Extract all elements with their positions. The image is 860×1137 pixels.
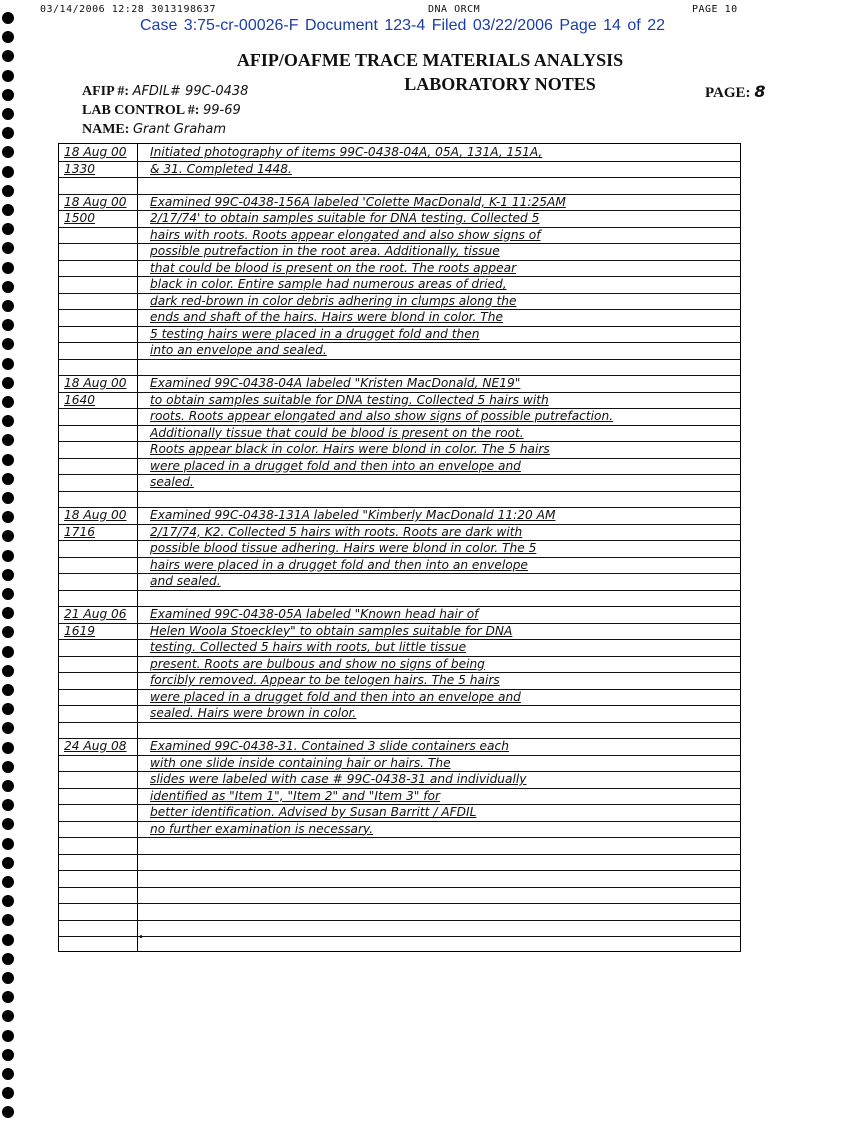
note-line (58, 540, 739, 557)
binder-hole (2, 415, 14, 427)
note-text: into an envelope and sealed. (150, 343, 327, 357)
binder-hole (2, 1010, 14, 1022)
note-text: 2/17/74' to obtain samples suitable for DNA testing. Collected 5 (150, 211, 540, 225)
case-header: Case 3:75-cr-00026-F Document 123-4 Filed 03/22/2006 Page 14 of 22 (140, 17, 665, 34)
note-text: Examined 99C-0438-05A labeled "Known head hair of (150, 607, 479, 621)
note-line (58, 705, 739, 722)
note-line (58, 144, 739, 161)
note-line (58, 606, 739, 623)
page-value: 8 (754, 82, 766, 101)
page-label: PAGE: (705, 85, 751, 101)
binder-hole (2, 588, 14, 600)
note-line (58, 590, 739, 607)
binder-hole (2, 1049, 14, 1061)
binder-hole (2, 550, 14, 562)
note-date: 18 Aug 00 (64, 145, 127, 159)
note-line (58, 524, 739, 541)
note-text: were placed in a drugget fold and then into an envelope and (150, 689, 521, 704)
note-text: possible putrefaction in the root area. Additionally, tissue (150, 244, 500, 258)
note-text: roots. Roots appear elongated and also show signs of possible putrefaction. (150, 409, 614, 423)
note-line (58, 210, 739, 227)
binder-hole (2, 799, 14, 811)
note-text: no further examination is necessary. (150, 821, 374, 836)
lab-control-label: LAB CONTROL #: (82, 103, 200, 118)
binder-hole (2, 761, 14, 773)
note-text: forcibly removed. Appear to be telogen hairs. The 5 hairs (150, 673, 500, 687)
binder-hole (2, 665, 14, 677)
binder-hole (2, 511, 14, 523)
binder-hole (2, 780, 14, 792)
note-line (58, 722, 739, 739)
note-line (58, 441, 739, 458)
note-date: 1330 (64, 161, 96, 176)
note-line (58, 755, 739, 772)
note-line (58, 738, 739, 755)
binder-hole (2, 818, 14, 830)
binder-hole (2, 876, 14, 888)
binder-hole (2, 454, 14, 466)
binder-hole (2, 569, 14, 581)
note-text: to obtain samples suitable for DNA testing. Collected 5 hairs with (150, 392, 549, 407)
note-text: Additionally tissue that could be blood is present on the root. (150, 425, 524, 440)
binder-hole (2, 953, 14, 965)
note-line (58, 557, 739, 574)
binder-hole (2, 50, 14, 62)
afip-value: AFDIL# 99C-0438 (132, 84, 249, 99)
note-text: Roots appear black in color. Hairs were blond in color. The 5 hairs (150, 442, 550, 456)
note-text: were placed in a drugget fold and then into an envelope and (150, 458, 521, 473)
binder-hole (2, 434, 14, 446)
ruled-line (59, 887, 740, 888)
note-text: hairs with roots. Roots appear elongated and also show signs of (150, 227, 541, 242)
binder-hole (2, 89, 14, 101)
note-date: 18 Aug 00 (64, 194, 127, 209)
note-text: sealed. (150, 475, 194, 489)
note-text: slides were labeled with case # 99C-0438-31 and individually (150, 772, 527, 786)
binder-hole (2, 204, 14, 216)
ruled-line (59, 837, 740, 838)
fax-header-right: PAGE 10 (692, 4, 738, 15)
binder-hole (2, 934, 14, 946)
note-line (58, 804, 739, 821)
note-line (58, 458, 739, 475)
binder-hole (2, 377, 14, 389)
note-text: hairs were placed in a drugget fold and then into an envelope (150, 557, 528, 572)
page-field (705, 82, 765, 102)
binder-hole (2, 530, 14, 542)
note-line (58, 474, 739, 491)
note-date: 18 Aug 00 (64, 376, 127, 390)
binder-hole (2, 646, 14, 658)
binder-hole (2, 127, 14, 139)
note-line (58, 672, 739, 689)
binder-hole (2, 473, 14, 485)
binder-hole (2, 857, 14, 869)
note-line (58, 656, 739, 673)
binder-hole (2, 838, 14, 850)
note-text: that could be blood is present on the root. The roots appear (150, 260, 517, 275)
binder-hole (2, 358, 14, 370)
note-line (58, 177, 739, 194)
binder-hole (2, 396, 14, 408)
note-text: & 31. Completed 1448. (150, 161, 292, 176)
note-line (58, 392, 739, 409)
note-text: sealed. Hairs were brown in color. (150, 706, 357, 720)
lab-control-value: 99-69 (202, 103, 241, 118)
binder-hole (2, 108, 14, 120)
note-date: 18 Aug 00 (64, 508, 127, 522)
note-line (58, 623, 739, 640)
binder-hole (2, 319, 14, 331)
binder-hole (2, 991, 14, 1003)
note-line (58, 507, 739, 524)
binder-hole (2, 1087, 14, 1099)
binder-hole (2, 12, 14, 24)
note-line (58, 342, 739, 359)
note-text: Examined 99C-0438-31. Contained 3 slide containers each (150, 739, 509, 753)
binder-hole (2, 338, 14, 350)
note-line (58, 309, 739, 326)
binder-hole (2, 300, 14, 312)
binder-hole (2, 703, 14, 715)
binder-hole (2, 895, 14, 907)
binder-hole (2, 223, 14, 235)
binder-hole (2, 281, 14, 293)
note-line (58, 359, 739, 376)
binder-hole (2, 1030, 14, 1042)
note-text: Examined 99C-0438-131A labeled "Kimberly MacDonald 11:20 AM (150, 508, 556, 522)
fax-header-left: 03/14/2006 12:28 3013198637 (40, 4, 217, 15)
note-line (58, 276, 739, 293)
note-line (58, 194, 739, 211)
binder-hole (2, 722, 14, 734)
binder-hole (2, 492, 14, 504)
note-date: 1500 (64, 211, 96, 225)
note-line (58, 788, 739, 805)
note-line (58, 260, 739, 277)
ruled-line (59, 920, 740, 921)
note-text: and sealed. (150, 574, 221, 588)
note-line (58, 293, 739, 310)
note-line (58, 573, 739, 590)
note-text: dark red-brown in color debris adhering in clumps along the (150, 293, 517, 308)
ruled-line (59, 903, 740, 904)
note-date: 1640 (64, 392, 96, 407)
binder-hole (2, 262, 14, 274)
ruled-line (59, 854, 740, 855)
note-date: 24 Aug 08 (64, 739, 127, 753)
note-line (58, 639, 739, 656)
binder-hole (2, 684, 14, 696)
binder-hole (2, 1106, 14, 1118)
fax-header-center: DNA ORCM (428, 4, 481, 15)
note-text: possible blood tissue adhering. Hairs were blond in color. The 5 (150, 541, 537, 555)
binder-hole (2, 626, 14, 638)
binder-hole (2, 242, 14, 254)
note-line (58, 771, 739, 788)
bullet-mark: • (138, 932, 145, 943)
binder-hole (2, 31, 14, 43)
name-field (82, 122, 226, 138)
note-text: 5 testing hairs were placed in a drugget fold and then (150, 326, 480, 341)
binder-hole (2, 185, 14, 197)
note-text: Examined 99C-0438-156A labeled 'Colette MacDonald, K-1 11:25AM (150, 194, 566, 209)
document-subtitle: LABORATORY NOTES (404, 74, 596, 94)
note-text: Examined 99C-0438-04A labeled "Kristen MacDonald, NE19" (150, 376, 521, 390)
binder-hole (2, 166, 14, 178)
binder-hole (2, 607, 14, 619)
note-text: present. Roots are bulbous and show no signs of being (150, 656, 485, 671)
binder-hole (2, 972, 14, 984)
note-line (58, 326, 739, 343)
binder-hole (2, 742, 14, 754)
binder-hole (2, 1068, 14, 1080)
name-label: NAME: (82, 122, 130, 137)
lab-control-field (82, 103, 241, 119)
note-line (58, 425, 739, 442)
note-date: 21 Aug 06 (64, 607, 127, 621)
note-text: ends and shaft of the hairs. Hairs were blond in color. The (150, 310, 503, 324)
note-line (58, 227, 739, 244)
afip-field (82, 84, 248, 100)
note-line (58, 161, 739, 178)
name-value: Grant Graham (132, 122, 227, 137)
afip-label: AFIP #: (82, 84, 130, 99)
document-title: AFIP/OAFME TRACE MATERIALS ANALYSIS (236, 50, 624, 70)
note-date: 1716 (64, 524, 96, 539)
note-date: 1619 (64, 623, 96, 638)
note-text: Initiated photography of items 99C-0438-04A, 05A, 131A, 151A, (150, 145, 543, 159)
note-text: with one slide inside containing hair or hairs. The (150, 755, 451, 770)
binder-hole (2, 70, 14, 82)
note-line (58, 491, 739, 508)
ruled-line (59, 870, 740, 871)
note-text: testing. Collected 5 hairs with roots, but little tissue (150, 640, 467, 654)
note-text: identified as "Item 1", "Item 2" and "Item 3" for (150, 788, 440, 803)
binder-holes (0, 12, 18, 1132)
binder-hole (2, 914, 14, 926)
note-line (58, 689, 739, 706)
note-line (58, 375, 739, 392)
note-text: black in color. Entire sample had numerous areas of dried, (150, 277, 507, 291)
note-line (58, 821, 739, 838)
note-line (58, 243, 739, 260)
ruled-line (59, 936, 740, 937)
note-text: 2/17/74, K2. Collected 5 hairs with roots. Roots are dark with (150, 524, 523, 539)
binder-hole (2, 146, 14, 158)
note-line (58, 408, 739, 425)
note-text: better identification. Advised by Susan Barritt / AFDIL (150, 805, 477, 819)
note-text: Helen Woola Stoeckley" to obtain samples suitable for DNA (150, 623, 513, 638)
